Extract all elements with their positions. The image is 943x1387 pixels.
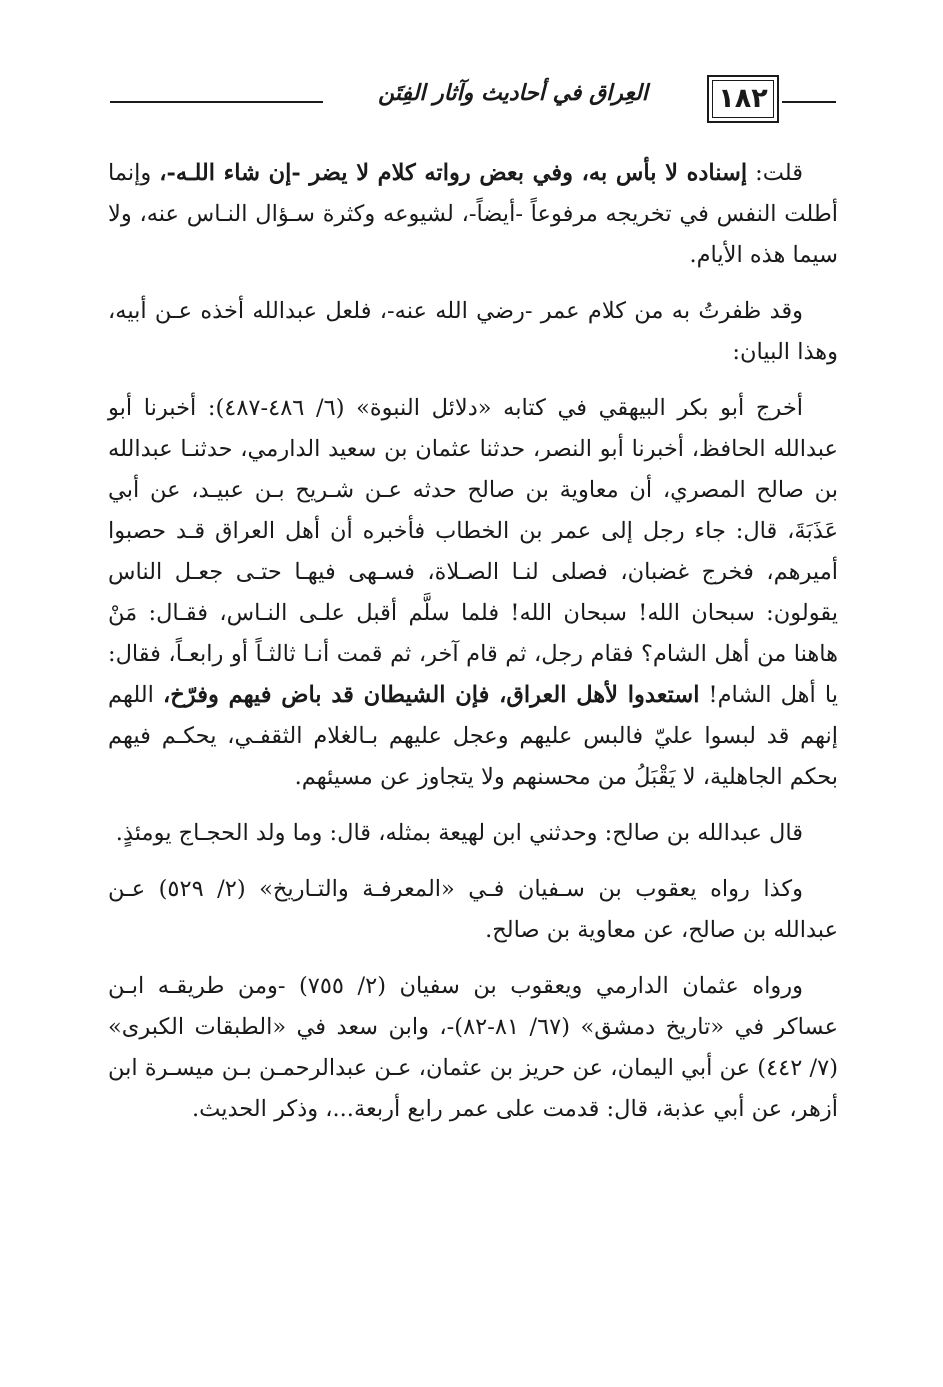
text-span: قال عبدالله بن صالح: وحدثني ابن لهيعة بمثله، قال: وما ولد الحجـاج يومئذٍ. (115, 820, 803, 846)
text-span: ورواه عثمان الدارمي ويعقوب بن سفيان (٢/ ٧٥٥) -ومن طريقـه ابـن عساكر في «تاريخ دمشق» (٦٧/ ٨١-٨٢)-، وابن سعد في «الطبقات الكبرى» (٧/ ٤٤٢) عن أبي اليمان، عن حريز بن عثمان، عـن عبدالرحمـن بـن ميسـرة ابن أزهر، عن أبي عذبة، قال: قدمت على عمر رابع أربعة...، وذكر الحديث. (108, 973, 839, 1122)
text-span: وقد ظفرتُ به من كلام عمر -رضي الله عنه-، فلعل عبدالله أخذه عـن أبيه، وهذا البيان: (108, 298, 838, 365)
main-text (108, 153, 838, 1145)
text-span: وإنما أطلت النفس في تخريجه مرفوعاً -أيضاً-، لشيوعه وكثرة سـؤال النـاس عنه، ولا سيما هذه الأيام. (108, 160, 838, 268)
bold-text-span: إسناده لا بأس به، وفي بعض رواته كلام لا يضر -إن شاء اللـه-، (159, 160, 748, 186)
running-header (0, 70, 943, 130)
paragraph-source-note (108, 291, 838, 373)
header-rule-left (110, 101, 323, 103)
page-number-box (707, 75, 779, 123)
text-span: وكذا رواه يعقوب بن سـفيان فـي «المعرفـة والتـاريخ» (٢/ ٥٢٩) عـن عبدالله بن صالح، عن معاوية بن صالح. (108, 876, 838, 943)
header-rule-right (782, 101, 836, 103)
paragraph-additional-chain (108, 813, 838, 854)
text-span: أخرج أبو بكر البيهقي في كتابه «دلائل النبوة» (٦/ ٤٨٦-٤٨٧): أخبرنا أبو عبدالله الحافظ، أخبرنا أبو النصر، حدثنا عثمان بن سعيد الدارمي، حدثنـا عبدالله بن صالح المصري، أن معاوية بن صالح حدثه عـن شـريح بـن عبيـد، عن أبي عَذَبَةَ، قال: جاء رجل إلى عمر بن الخطاب فأخبره أن أهل العراق قـد حصبوا أميرهم، فخرج غضبان، فصلى لنـا الصـلاة، فسـهى فيهـا حتـى جعـل الناس يقولون: سبحان الله! سبحان الله! فلما سلَّم أقبل علـى النـاس، فقـال: مَنْ هاهنا من أهل الشام؟ فقام رجل، ثم قام آخر، ثم قمت أنـا ثالثـاً أو رابعـاً، فقال: يا أهل الشام! (108, 395, 838, 708)
paragraph-citation (108, 869, 838, 951)
paragraph-citation (108, 966, 838, 1130)
text-span: قلت: (747, 160, 803, 186)
paragraph-commentary (108, 153, 838, 276)
book-title: العِراق في أحاديث وآثار الفِتَن (378, 80, 648, 106)
paragraph-hadith-narration (108, 388, 838, 798)
page-number: ١٨٢ (718, 83, 768, 114)
bold-text-span: استعدوا لأهل العراق، فإن الشيطان قد باض فيهم وفرّخ، (163, 682, 700, 708)
text-span: اللهم إنهم قد لبسوا عليّ فالبس عليهم وعجل عليهم بـالغلام الثقفـي، يحكـم فيهم بحكم الجاهلية، لا يَقْبَلُ من محسنهم ولا يتجاوز عن مسيئهم. (108, 682, 838, 790)
